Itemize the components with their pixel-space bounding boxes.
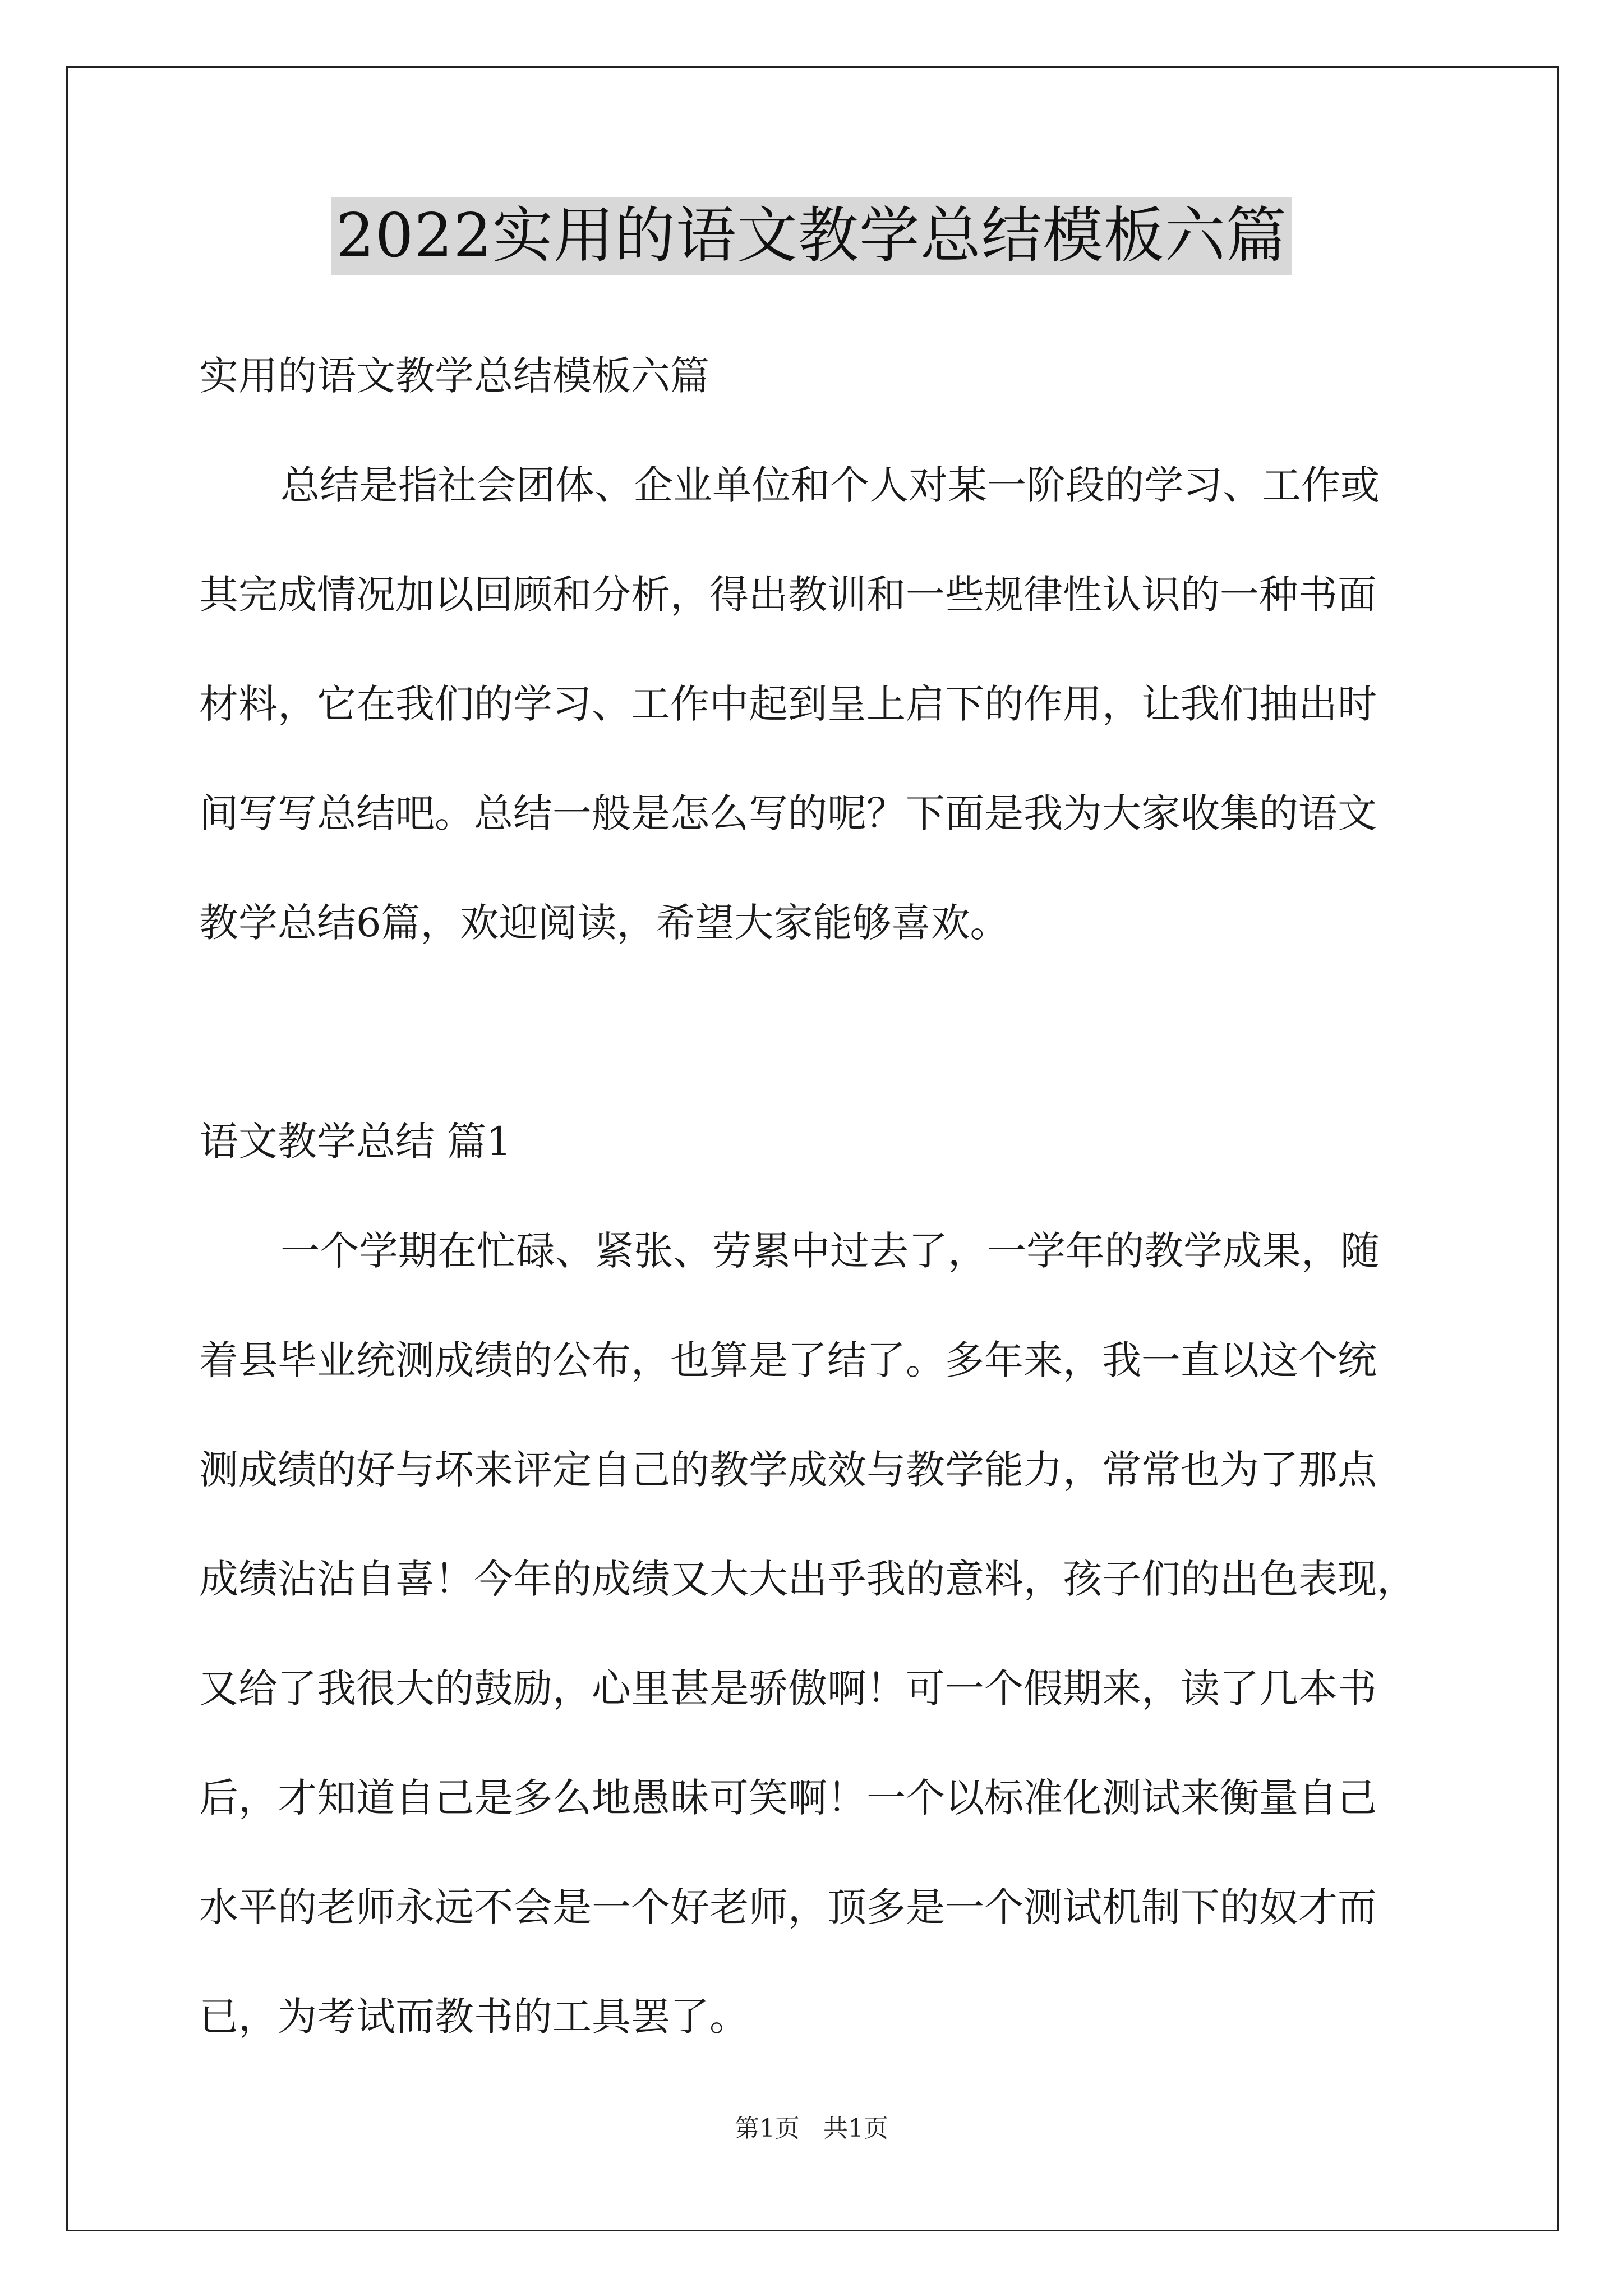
page-footer: 第1页 共1页 (735, 2114, 888, 2143)
section-line: 后，才知道自己是多么地愚昧可笑啊！一个以标准化测试来衡量自己 (199, 1775, 1377, 1821)
intro-line: 教学总结6篇，欢迎阅读，希望大家能够喜欢。 (199, 900, 1009, 946)
section-line: 一个学期在忙碌、紧张、劳累中过去了，一学年的教学成果，随 (280, 1228, 1380, 1274)
title-container (0, 197, 1623, 275)
section-line: 测成绩的好与坏来评定自己的教学成效与教学能力，常常也为了那点 (199, 1447, 1377, 1493)
intro-line: 总结是指社会团体、企业单位和个人对某一阶段的学习、工作或 (280, 462, 1380, 508)
document-title: 2022实用的语文教学总结模板六篇 (331, 197, 1292, 275)
section-line: 已，为考试而教书的工具罢了。 (199, 1994, 749, 2040)
section-line: 水平的老师永远不会是一个好老师，顶多是一个测试机制下的奴才而 (199, 1884, 1377, 1930)
section-line: 又给了我很大的鼓励，心里甚是骄傲啊！可一个假期来，读了几本书 (199, 1665, 1377, 1711)
intro-line: 其完成情况加以回顾和分析，得出教训和一些规律性认识的一种书面 (199, 572, 1377, 618)
section-line: 成绩沾沾自喜！今年的成绩又大大出乎我的意料，孩子们的出色表现， (199, 1556, 1416, 1602)
intro-line: 间写写总结吧。总结一般是怎么写的呢？下面是我为大家收集的语文 (199, 790, 1377, 836)
section-line: 着县毕业统测成绩的公布，也算是了结了。多年来，我一直以这个统 (199, 1337, 1377, 1383)
document-subtitle: 实用的语文教学总结模板六篇 (199, 353, 709, 399)
section-heading: 语文教学总结 篇1 (199, 1119, 511, 1165)
intro-line: 材料，它在我们的学习、工作中起到呈上启下的作用，让我们抽出时 (199, 681, 1377, 727)
